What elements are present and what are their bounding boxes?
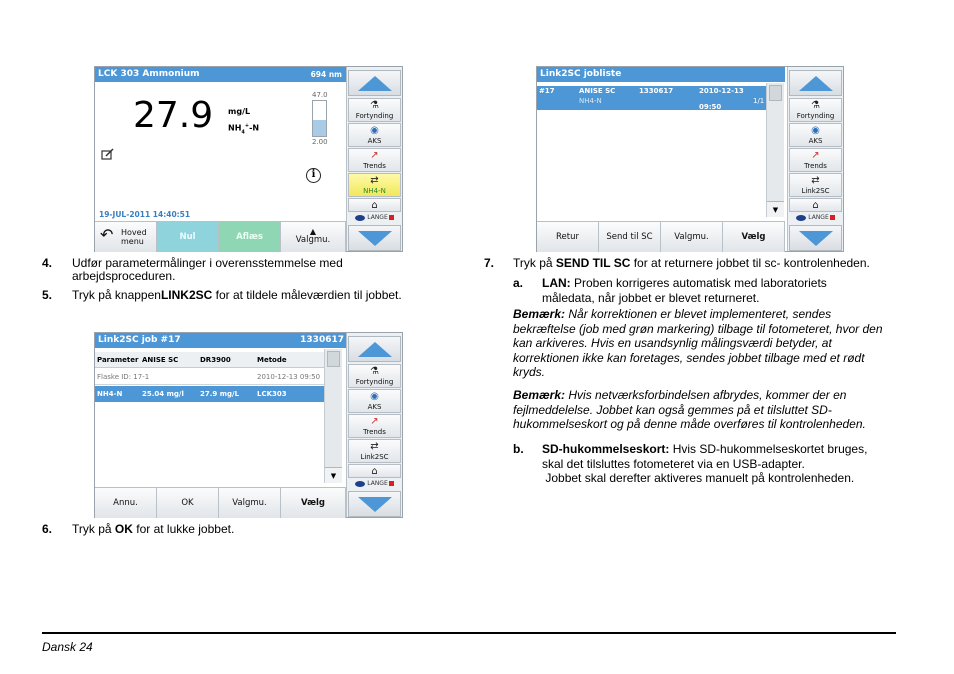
note-label: Bemærk: (513, 388, 566, 402)
link2sc-label: NH4-N (363, 187, 386, 195)
range-bar (312, 100, 327, 137)
home-button[interactable] (789, 198, 842, 212)
step-text-post: for at tildele måleværdien til jobbet. (212, 288, 402, 302)
select-button[interactable]: Vælg (281, 488, 346, 518)
main-menu-line2: menu (121, 237, 144, 246)
title-text: Link2SC job #17 (98, 335, 181, 345)
trends-label: Trends (804, 162, 827, 170)
dilution-icon: ⚗ (370, 366, 379, 377)
step-text-body: Hvis SD-hukommelseskortet bruges, skal det tilsluttes fotometeret via en USB-adapter. (542, 442, 868, 471)
range-max: 47.0 (312, 91, 328, 99)
scroll-thumb[interactable] (327, 351, 340, 367)
step-text (72, 523, 372, 536)
dilution-button[interactable] (348, 98, 401, 122)
side-panel (346, 67, 402, 251)
back-button[interactable]: Retur (537, 222, 599, 252)
list-scrollbar[interactable] (324, 349, 342, 483)
select-button[interactable]: Vælg (723, 222, 785, 252)
step-text (542, 442, 892, 486)
trends-icon: ↗ (370, 150, 379, 161)
note-label: Bemærk: (513, 307, 566, 321)
scroll-down-button[interactable] (348, 491, 401, 517)
step-text-line2: Jobbet skal derefter aktiveres manuelt på kontrolenheden. (545, 471, 855, 485)
info-icon[interactable]: i (306, 168, 321, 183)
options-button[interactable]: Valgmu. (661, 222, 723, 252)
aks-icon: ◉ (811, 125, 820, 136)
step-text-pre: Tryk på knappen (72, 288, 161, 302)
job-sub: NH4-N (579, 97, 602, 105)
step-text-body: Proben korrigeres automatisk med laboratoriets måledata, når jobbet er blevet returneret. (542, 276, 827, 305)
brand-square (830, 215, 835, 220)
side-panel (787, 67, 843, 251)
scroll-thumb[interactable] (769, 85, 782, 101)
step-text-post: for at lukke jobbet. (132, 522, 235, 536)
footer-rule (42, 632, 896, 634)
scroll-down-button[interactable] (789, 225, 842, 251)
options-label: Valgmu. (295, 235, 331, 245)
link2sc-button[interactable] (789, 173, 842, 197)
dilution-label: Fortynding (355, 112, 394, 120)
result-sc: 25.04 mg/l (142, 390, 184, 398)
aks-button[interactable] (348, 389, 401, 413)
aks-button[interactable] (348, 123, 401, 147)
brand-logo (348, 212, 401, 224)
trends-label: Trends (363, 162, 386, 170)
link2sc-button[interactable] (348, 173, 401, 197)
flask-row[interactable] (95, 369, 324, 385)
link2sc-label: Link2SC (360, 453, 389, 461)
wavelength: 694 nm (310, 70, 342, 79)
list-scrollbar[interactable] (766, 83, 784, 217)
page-footer: Dansk 24 (42, 640, 93, 654)
main-menu-line1: Hoved (121, 228, 147, 237)
link2sc-button[interactable] (348, 439, 401, 463)
param-base: NH (228, 123, 242, 133)
step-number: 7. (484, 256, 495, 270)
options-up-icon: ▲ (309, 227, 317, 236)
dilution-icon: ⚗ (370, 100, 379, 111)
job-code: 1330617 (639, 87, 674, 95)
step-text: Udfør parametermålinger i overensstemmelse med arbejdsproceduren. (72, 256, 343, 283)
home-button[interactable] (348, 464, 401, 478)
brand-logo (348, 478, 401, 490)
link2sc-icon: ⇄ (370, 441, 379, 452)
send-to-sc-button[interactable]: Send til SC (599, 222, 661, 252)
measurement-screen (94, 66, 403, 252)
job-param: ANISE SC (579, 87, 616, 95)
job-date: 2010-12-13 09:50 (699, 87, 744, 111)
zero-button[interactable]: Nul (157, 222, 219, 252)
trends-icon: ↗ (811, 150, 820, 161)
home-icon: ⌂ (371, 200, 378, 211)
note-2 (513, 388, 896, 432)
scroll-up-button[interactable] (789, 70, 842, 96)
col-method: Metode (257, 356, 287, 364)
job-code: 1330617 (300, 335, 344, 345)
result-row[interactable] (95, 386, 324, 402)
scroll-down-button[interactable] (348, 225, 401, 251)
ok-button[interactable]: OK (157, 488, 219, 518)
options-button[interactable]: Valgmu. (219, 488, 281, 518)
parameter-label (228, 123, 259, 135)
step-text-post: for at returnere jobbet til sc- kontrolenheden. (630, 256, 870, 270)
step-text (72, 289, 442, 302)
main-menu-button[interactable] (95, 222, 157, 252)
joblist-screen (536, 66, 844, 252)
aks-label: AKS (808, 137, 823, 145)
aks-label: AKS (367, 403, 382, 411)
reading-value: 27.9 (133, 95, 214, 136)
step-text-bold: SD-hukommelseskort: (542, 442, 670, 456)
note-text: Hvis netværksforbindelsen afbrydes, kommer der en fejlmeddelelse. Jobbet kan også gemmes på et tilsluttet SD-hukommelseskort og på denne måde overføres til kontrolenheden. (513, 388, 866, 431)
bottom-bar (537, 221, 785, 251)
trends-button[interactable] (348, 148, 401, 172)
dilution-button[interactable] (348, 364, 401, 388)
dilution-label: Fortynding (796, 112, 835, 120)
brand-square (389, 215, 394, 220)
range-min: 2.00 (312, 138, 328, 146)
dilution-label: Fortynding (355, 378, 394, 386)
note-1 (513, 307, 896, 380)
result-dr: 27.9 mg/L (200, 390, 240, 398)
dilution-icon: ⚗ (811, 100, 820, 111)
scroll-down-arrow[interactable]: ▼ (767, 201, 784, 217)
timestamp: 19-JUL-2011 14:40:51 (99, 210, 191, 219)
job-row[interactable] (537, 86, 767, 110)
aks-button[interactable] (789, 123, 842, 147)
bottom-bar (95, 221, 346, 251)
flask-date: 2010-12-13 09:50 (257, 373, 321, 381)
side-panel (346, 333, 402, 517)
edit-icon[interactable] (101, 145, 115, 157)
job-id: #17 (539, 87, 555, 95)
trends-button[interactable] (348, 414, 401, 438)
scroll-down-arrow[interactable]: ▼ (325, 467, 342, 483)
param-sub: 4 (241, 129, 245, 136)
brand-logo (789, 212, 842, 224)
home-button[interactable] (348, 198, 401, 212)
step-number: 6. (42, 522, 53, 536)
brand-square (389, 481, 394, 486)
link2sc-icon: ⇄ (370, 175, 379, 186)
home-icon: ⌂ (812, 200, 819, 211)
home-icon: ⌂ (371, 466, 378, 477)
param-sup: + (244, 123, 250, 129)
step-text-pre: Tryk på (72, 522, 115, 536)
step-number: 4. (42, 256, 53, 270)
brand-name: LANGE (367, 480, 388, 487)
read-button[interactable]: Aflæs (219, 222, 281, 252)
bottom-bar (95, 487, 346, 517)
job-detail-screen (94, 332, 403, 518)
trends-icon: ↗ (370, 416, 379, 427)
col-dr3900: DR3900 (200, 356, 231, 364)
flask-id: Flaske ID: 17-1 (97, 373, 150, 381)
step-text (513, 257, 903, 270)
table-header (95, 352, 324, 368)
col-parameter: Parameter (97, 356, 139, 364)
reading-unit: mg/L (228, 107, 251, 116)
trends-button[interactable] (789, 148, 842, 172)
hach-dot (355, 481, 365, 487)
hach-dot (355, 215, 365, 221)
options-button[interactable] (281, 222, 346, 252)
step-number: 5. (42, 288, 53, 302)
step-number: a. (513, 276, 524, 290)
result-param: NH4-N (97, 390, 123, 398)
hach-dot (796, 215, 806, 221)
param-tail: -N (249, 123, 260, 133)
step-number: b. (513, 442, 524, 456)
step-text-bold: OK (114, 522, 133, 536)
job-page: 1/1 (753, 97, 765, 105)
title-text: Link2SC jobliste (540, 69, 622, 79)
step-text-bold: LINK2SC (160, 288, 213, 302)
note-text: Når korrektionen er blevet implementeret, sendes bekræftelse (job med grøn markering) tilbage til fotometeret, hvor den kan arkiveres. Hvis en usandsynlig målingsværdi betyder, at korrektionen ikke kan foretages, sendes jobbet tilbage med et rødt kryds. (513, 307, 883, 379)
result-method: LCK303 (257, 390, 287, 398)
col-anise: ANISE SC (142, 356, 179, 364)
brand-name: LANGE (367, 214, 388, 221)
aks-icon: ◉ (370, 125, 379, 136)
aks-label: AKS (367, 137, 382, 145)
trends-label: Trends (363, 428, 386, 436)
aks-icon: ◉ (370, 391, 379, 402)
link2sc-label: Link2SC (801, 187, 830, 195)
step-text-bold: SEND TIL SC (555, 256, 631, 270)
dilution-button[interactable] (789, 98, 842, 122)
step-text-bold: LAN: (542, 276, 571, 290)
range-fill (313, 120, 326, 136)
scroll-up-button[interactable] (348, 70, 401, 96)
back-icon: ↶ (100, 225, 114, 244)
cancel-button[interactable]: Annu. (95, 488, 157, 518)
screen-title (95, 333, 346, 348)
screen-title (537, 67, 785, 82)
title-text: LCK 303 Ammonium (98, 69, 200, 79)
step-text-pre: Tryk på (513, 256, 556, 270)
step-text (542, 276, 882, 305)
scroll-up-button[interactable] (348, 336, 401, 362)
screen-title (95, 67, 346, 82)
link2sc-icon: ⇄ (811, 175, 820, 186)
brand-name: LANGE (808, 214, 829, 221)
